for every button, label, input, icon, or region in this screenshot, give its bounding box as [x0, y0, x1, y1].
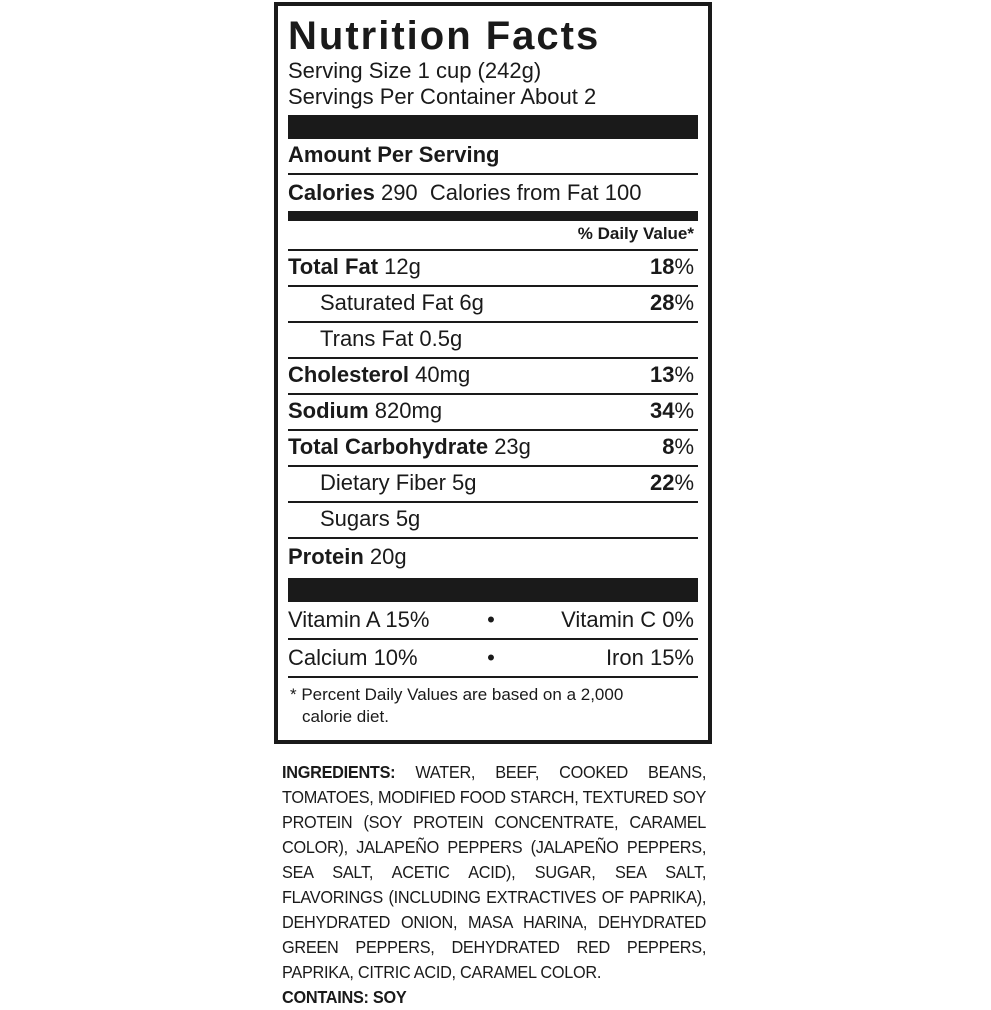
bullet-separator: • — [487, 607, 495, 632]
nutrient-amount: 20g — [369, 544, 407, 569]
nutrient-row-saturated-fat — [288, 287, 698, 323]
footnote-line: calorie diet. — [302, 707, 389, 726]
nutrient-name: Total Carbohydrate — [288, 434, 489, 459]
thick-divider — [288, 115, 698, 139]
ingredients-block — [282, 760, 706, 1010]
daily-value-sign: % — [674, 470, 694, 495]
nutrient-amount: 23g — [494, 434, 531, 459]
nutrient-row-total-fat — [288, 251, 698, 287]
daily-value-number: 13 — [649, 362, 675, 387]
ingredients-heading: INGREDIENTS: — [282, 762, 396, 782]
footnote-line: * Percent Daily Values are based on a 2,000 — [290, 685, 624, 704]
nutrient-amount: 12g — [384, 254, 421, 279]
nutrient-amount: 40mg — [415, 362, 471, 387]
calories-from-fat: Calories from Fat 100 — [429, 180, 642, 205]
daily-value-sign: % — [674, 254, 694, 279]
thick-divider — [288, 578, 698, 602]
daily-value-number: 22 — [649, 470, 675, 495]
servings-per-container: Servings Per Container About 2 — [288, 84, 597, 109]
nutrition-facts-panel — [274, 2, 712, 744]
nutrient-row-cholesterol — [288, 359, 698, 395]
nutrient-row-total-carbohydrate — [288, 431, 698, 467]
nutrient-row-dietary-fiber — [288, 467, 698, 503]
vitamin-right: Iron 15% — [605, 645, 694, 670]
nutrient-name: Trans Fat 0.5g — [320, 326, 463, 351]
daily-value-sign: % — [674, 434, 694, 459]
calories-value: 290 — [380, 180, 418, 205]
nutrient-name: Sugars 5g — [320, 506, 421, 531]
amount-per-serving-label: Amount Per Serving — [288, 142, 500, 167]
amount-per-serving — [288, 139, 698, 175]
daily-value-header — [288, 221, 698, 251]
footnote — [288, 684, 698, 728]
daily-value-number: 18 — [649, 254, 675, 279]
vitamin-right: Vitamin C 0% — [561, 607, 694, 632]
daily-value-sign: % — [674, 290, 694, 315]
calories-row — [288, 175, 698, 211]
bullet-separator: • — [487, 645, 495, 670]
nutrient-row-sugars — [288, 503, 698, 539]
label-title: Nutrition Facts — [288, 14, 601, 58]
nutrient-name: Sodium — [288, 398, 369, 423]
nutrient-row-trans-fat — [288, 323, 698, 359]
vitamin-row — [288, 640, 698, 678]
allergen-statement: CONTAINS: SOY — [282, 987, 407, 1007]
daily-value-number: 28 — [649, 290, 675, 315]
nutrient-amount: 820mg — [374, 398, 443, 423]
daily-value-sign: % — [674, 398, 694, 423]
nutrient-row-sodium — [288, 395, 698, 431]
vitamin-row — [288, 602, 698, 640]
calories-label: Calories — [288, 180, 375, 205]
nutrient-name: Saturated Fat 6g — [320, 290, 484, 315]
ingredients-text: WATER, BEEF, COOKED BEANS, TOMATOES, MODIFIED FOOD STARCH, TEXTURED SOY PROTEIN (SOY PROTEIN CONCENTRATE, CARAMEL COLOR), JALAPEÑO PEPPERS (JALAPEÑO PEPPERS, SEA SALT, ACETIC ACID), SUGAR, SEA SALT, FLAVORINGS (INCLUDING EXTRACTIVES OF PAPRIKA), DEHYDRATED ONION, MASA HARINA, DEHYDRATED GREEN PEPPERS, DEHYDRATED RED PEPPERS, PAPRIKA, CITRIC ACID, CARAMEL COLOR. — [282, 762, 707, 982]
daily-value-number: 34 — [649, 398, 675, 423]
vitamin-left: Vitamin A 15% — [288, 607, 430, 632]
nutrient-row-protein — [288, 539, 698, 575]
daily-value-sign: % — [674, 362, 694, 387]
nutrient-name: Total Fat — [288, 254, 379, 279]
serving-size: Serving Size 1 cup (242g) — [288, 58, 542, 83]
nutrient-name: Dietary Fiber 5g — [320, 470, 477, 495]
daily-value-number: 8 — [662, 434, 675, 459]
daily-value-header-text: % Daily Value* — [577, 224, 694, 243]
vitamin-left: Calcium 10% — [288, 645, 418, 670]
nutrient-name: Cholesterol — [288, 362, 410, 387]
nutrient-name: Protein — [288, 544, 364, 569]
